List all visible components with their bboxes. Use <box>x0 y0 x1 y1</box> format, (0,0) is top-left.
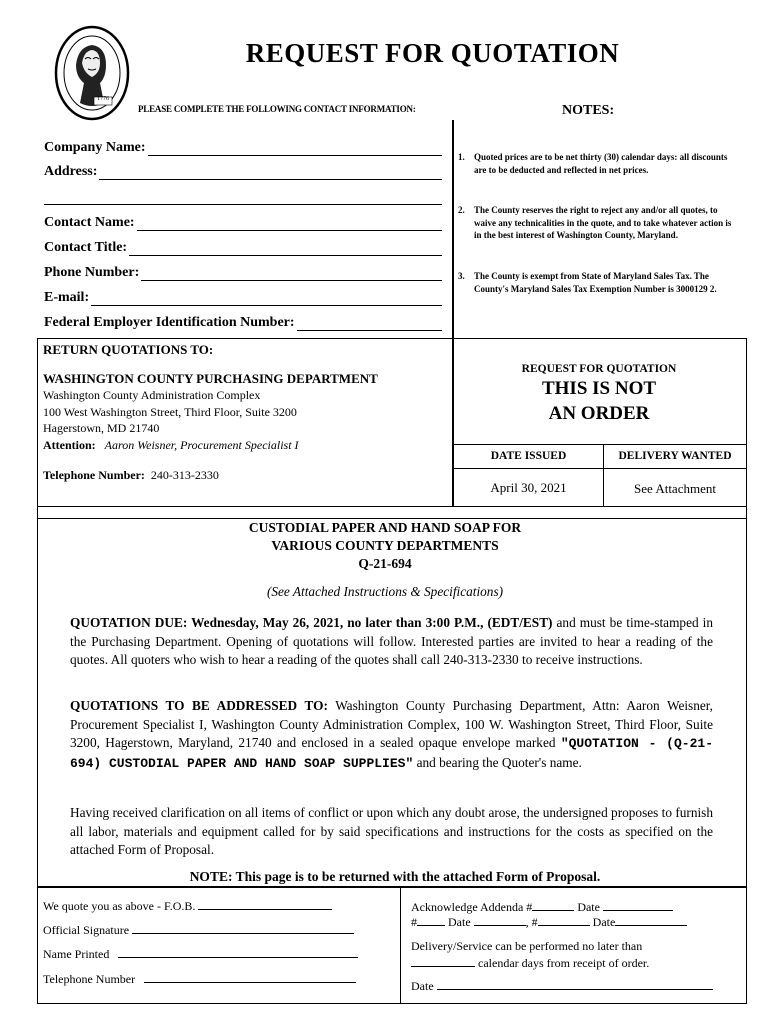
return-label: RETURN QUOTATIONS TO: <box>43 342 214 357</box>
section-divider-2 <box>37 518 747 519</box>
notes-divider <box>452 120 454 338</box>
main-heading-2: VARIOUS COUNTY DEPARTMENTS <box>271 538 499 553</box>
email-field[interactable]: E-mail: <box>44 290 442 306</box>
name-printed-field[interactable]: Name Printed <box>43 947 358 962</box>
address-field[interactable]: Address: <box>44 164 442 180</box>
main-heading-1: CUSTODIAL PAPER AND HAND SOAP FOR <box>248 520 522 535</box>
rfq-label: REQUEST FOR QUOTATION <box>521 363 677 375</box>
section-divider-1 <box>37 506 747 507</box>
note-2: 2. The County reserves the right to reject any and/or all quotes, to waive any technicalities in the quote, and to take whatever action is in the best interest of Washington County, Maryland. <box>458 205 732 240</box>
not-order-line-2: AN ORDER <box>548 403 650 424</box>
return-complex: Washington County Administration Complex <box>43 388 261 402</box>
see-attached: (See Attached Instructions & Specifications) <box>266 584 504 599</box>
fein-field[interactable]: Federal Employer Identification Number: <box>44 315 442 331</box>
fob-field[interactable]: We quote you as above - F.O.B. <box>43 899 332 914</box>
return-phone: Telephone Number: 240-313-2330 <box>43 468 219 482</box>
telephone-field[interactable]: Telephone Number <box>43 972 356 987</box>
contact-name-field[interactable]: Contact Name: <box>44 215 442 231</box>
company-name-field[interactable]: Company Name: <box>44 140 442 156</box>
page-title: REQUEST FOR QUOTATION <box>245 38 620 68</box>
quotation-number: Q-21-694 <box>358 556 412 571</box>
return-attention: Attention: Aaron Weisner, Procurement Specialist I <box>43 438 299 452</box>
return-city: Hagerstown, MD 21740 <box>43 421 160 435</box>
clarification-paragraph: Having received clarification on all items of conflict or upon which any doubt arose, the undersigned proposes to furnish all labor, materials and equipment called for by said specifications and instructions for the costs as specified on the attached Form of Proposal. <box>70 805 713 857</box>
official-signature-field[interactable]: Official Signature <box>43 923 354 938</box>
addenda-line-2[interactable]: # Date , # Date <box>411 915 687 930</box>
acknowledge-addenda-field[interactable]: Acknowledge Addenda # Date <box>411 900 673 915</box>
phone-number-field[interactable]: Phone Number: <box>44 265 442 281</box>
return-note: NOTE: This page is to be returned with the attached Form of Proposal. <box>189 869 601 884</box>
note-3: 3. The County is exempt from State of Maryland Sales Tax. The County's Maryland Sales Tax Exemption Number is 3000129 2. <box>458 271 717 294</box>
date-field[interactable]: Date <box>411 979 713 994</box>
rfq-date-divider <box>452 444 746 445</box>
delivery-wanted-label: DELIVERY WANTED <box>618 450 732 462</box>
seal-year: 1776 <box>97 96 109 102</box>
note-1: 1. Quoted prices are to be net thirty (30) calendar days: all discounts are to be deducted and reflected in net prices. <box>458 152 728 175</box>
contact-title-field[interactable]: Contact Title: <box>44 240 442 256</box>
return-street: 100 West Washington Street, Third Floor, Suite 3200 <box>43 405 297 419</box>
addressed-paragraph: QUOTATIONS TO BE ADDRESSED TO: Washington County Purchasing Department, Attn: Aaron Weisner, Procurement Specialist I, Washington County Administration Complex, 100 W. Washington Street, Third Floor, Suite 3200, Hagerstown, Maryland, 21740 and enclosed in a sealed opaque envelope marked "QUOTATION - (Q-21-694) CUSTODIAL PAPER AND HAND SOAP SUPPLIES" and bearing the Quoter's name. <box>70 698 714 771</box>
contact-instruction: PLEASE COMPLETE THE FOLLOWING CONTACT INFORMATION: <box>138 104 416 114</box>
address-line-2[interactable] <box>44 204 442 205</box>
not-order-line-1: THIS IS NOT <box>541 378 657 399</box>
quotation-due-paragraph: QUOTATION DUE: Wednesday, May 26, 2021, no later than 3:00 P.M., (EDT/EST) and must be time-stamped in the Purchasing Department. Opening of quotations will follow. Interested parties are invited to hear a reading of the quotes. All quoters who wish to hear a reading of the quotes shall call 240-313-2330 to receive instructions. <box>70 615 714 667</box>
delivery-wanted-value: See Attachment <box>634 481 716 496</box>
delivery-days-field[interactable]: calendar days from receipt of order. <box>411 956 649 971</box>
date-issued-value: April 30, 2021 <box>490 480 567 495</box>
date-issued-label: DATE ISSUED <box>490 450 567 462</box>
notes-label: NOTES: <box>562 103 615 118</box>
rfq-header-divider <box>452 468 746 469</box>
return-dept: WASHINGTON COUNTY PURCHASING DEPARTMENT <box>43 371 378 386</box>
signature-divider <box>400 886 401 1003</box>
delivery-line-1: Delivery/Service can be performed no later than <box>411 939 643 953</box>
